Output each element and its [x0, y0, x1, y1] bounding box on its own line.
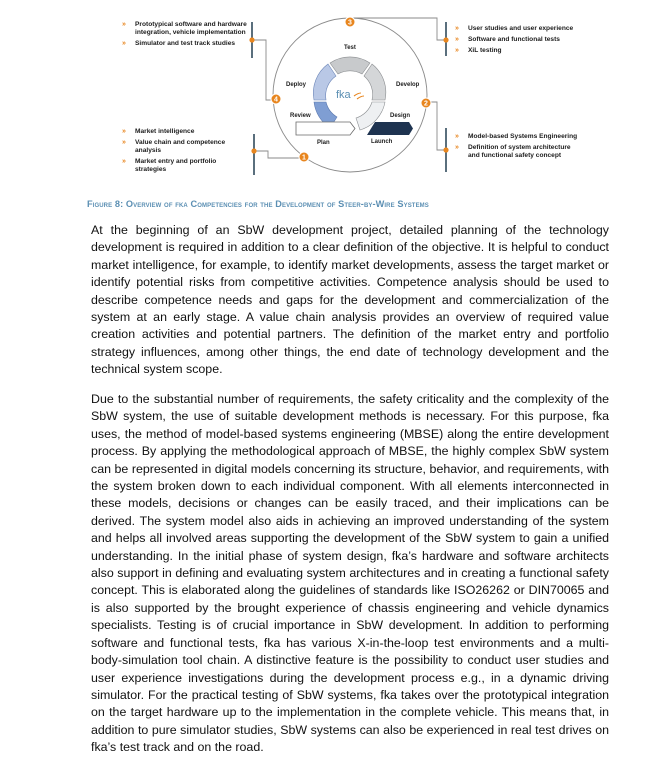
double-chevron-icon: » [122, 40, 126, 47]
plan-arrow [296, 122, 355, 135]
double-chevron-icon: » [122, 139, 126, 146]
label-test: Test [344, 45, 356, 51]
label-deploy: Deploy [286, 82, 307, 88]
bullets-top-right [455, 25, 615, 58]
double-chevron-icon: » [455, 133, 459, 140]
double-chevron-icon: » [122, 128, 126, 135]
bullet-item: » Software and functional tests [455, 36, 560, 43]
bullet-item: » Prototypical software and hardware integration, vehicle implementation [122, 21, 247, 36]
svg-text:4: 4 [274, 96, 278, 104]
label-develop: Develop [396, 82, 420, 88]
numbered-markers [271, 17, 431, 162]
bullet-item: » Simulator and test track studies [122, 40, 236, 47]
bullet-item: » XiL testing [455, 47, 502, 54]
figure-caption: Figure 8: Overview of fka Competencies for the Development of Steer-by-Wire Systems [87, 199, 429, 209]
double-chevron-icon: » [455, 36, 459, 43]
double-chevron-icon: » [455, 144, 459, 151]
double-chevron-icon: » [455, 47, 459, 54]
label-launch: Launch [371, 139, 393, 145]
launch-arrow [367, 122, 413, 135]
bullet-item: » Market entry and portfolio strategies [122, 158, 217, 173]
label-plan: Plan [317, 140, 330, 146]
competency-diagram [0, 0, 672, 195]
fka-logo-swoosh [354, 93, 364, 99]
fka-logo-text: fka [336, 89, 351, 101]
svg-text:1: 1 [302, 154, 306, 162]
svg-text:2: 2 [424, 100, 428, 108]
bullets-top-left [122, 21, 248, 51]
bullets-bottom-left [122, 128, 240, 177]
bullet-item: » User studies and user experience [455, 25, 574, 32]
connector-lines [252, 18, 446, 158]
double-chevron-icon: » [455, 25, 459, 32]
label-design: Design [390, 113, 411, 119]
label-review: Review [290, 113, 311, 119]
bullets-bottom-right [455, 133, 579, 163]
body-paragraph-1: At the beginning of an SbW development project, detailed planning of the technology development is required in addition to a clear definition of the objective. It is helpful to conduct market intelligence, for example, to identify market developments, assess the target market or identify potential risks from competitive activities. Competence analysis should be used to describe competence needs and gaps for the development and commercialization of the system at an early stage. A value chain analysis provides an overview of required value creation activities and potential partners. The definition of the market entry and portfolio strategy influences, among other things, the end date of technology development and the technical system scope. [91, 223, 609, 377]
double-chevron-icon: » [122, 158, 126, 165]
bullet-item: » Model-based Systems Engineering [455, 133, 578, 140]
bullet-item: » Market intelligence [122, 128, 195, 135]
body-paragraph-2: Due to the substantial number of requirements, the safety criticality and the complexity of the SbW system, the use of suitable development methods is necessary. For this purpose, fka uses, the method of model-based systems engineering (MBSE) along the entire development process. By applying the methodological approach of MBSE, the highly complex SbW system can be represented in digital models concerning its structure, behavior, and requirements, with the system broken down to each individual component. With all elements interconnected in these models, decisions or changes can be easily traced, and their implications can be derived. The system model also aids in achieving an improved understanding of the system and helps all involved areas supporting the development of the SbW system to gain a unified understanding. In the initial phase of system design, fka’s hardware and software architects also support in defining and evaluating system architectures and in creating a functional safety concept. This is elaborated along the guidelines of standards like ISO26262 or DIN70065 and is also supported by the brought experience of chassis engineering and vehicle dynamics specialists. Testing is of crucial importance in SbW development. In addition to performing software and functional tests, fka has various X-in-the-loop test environments and a multi-body-simulation tool chain. A distinctive feature is the possibility to conduct user studies and user experience investigations during the development process e.g., in a dynamic driving simulator. For the practical testing of SbW systems, fka takes over the prototypical integration on the target hardware up to the implementation in the complete vehicle. This means that, in addition to pure simulator studies, SbW systems can also be experienced in real test drives on fka’s test track and on the road. [91, 392, 609, 755]
bullet-item: » Definition of system architecture and functional safety concept [455, 144, 571, 159]
svg-text:3: 3 [348, 19, 352, 27]
bullet-item: » Value chain and competence analysis [122, 139, 226, 154]
double-chevron-icon: » [122, 21, 126, 28]
